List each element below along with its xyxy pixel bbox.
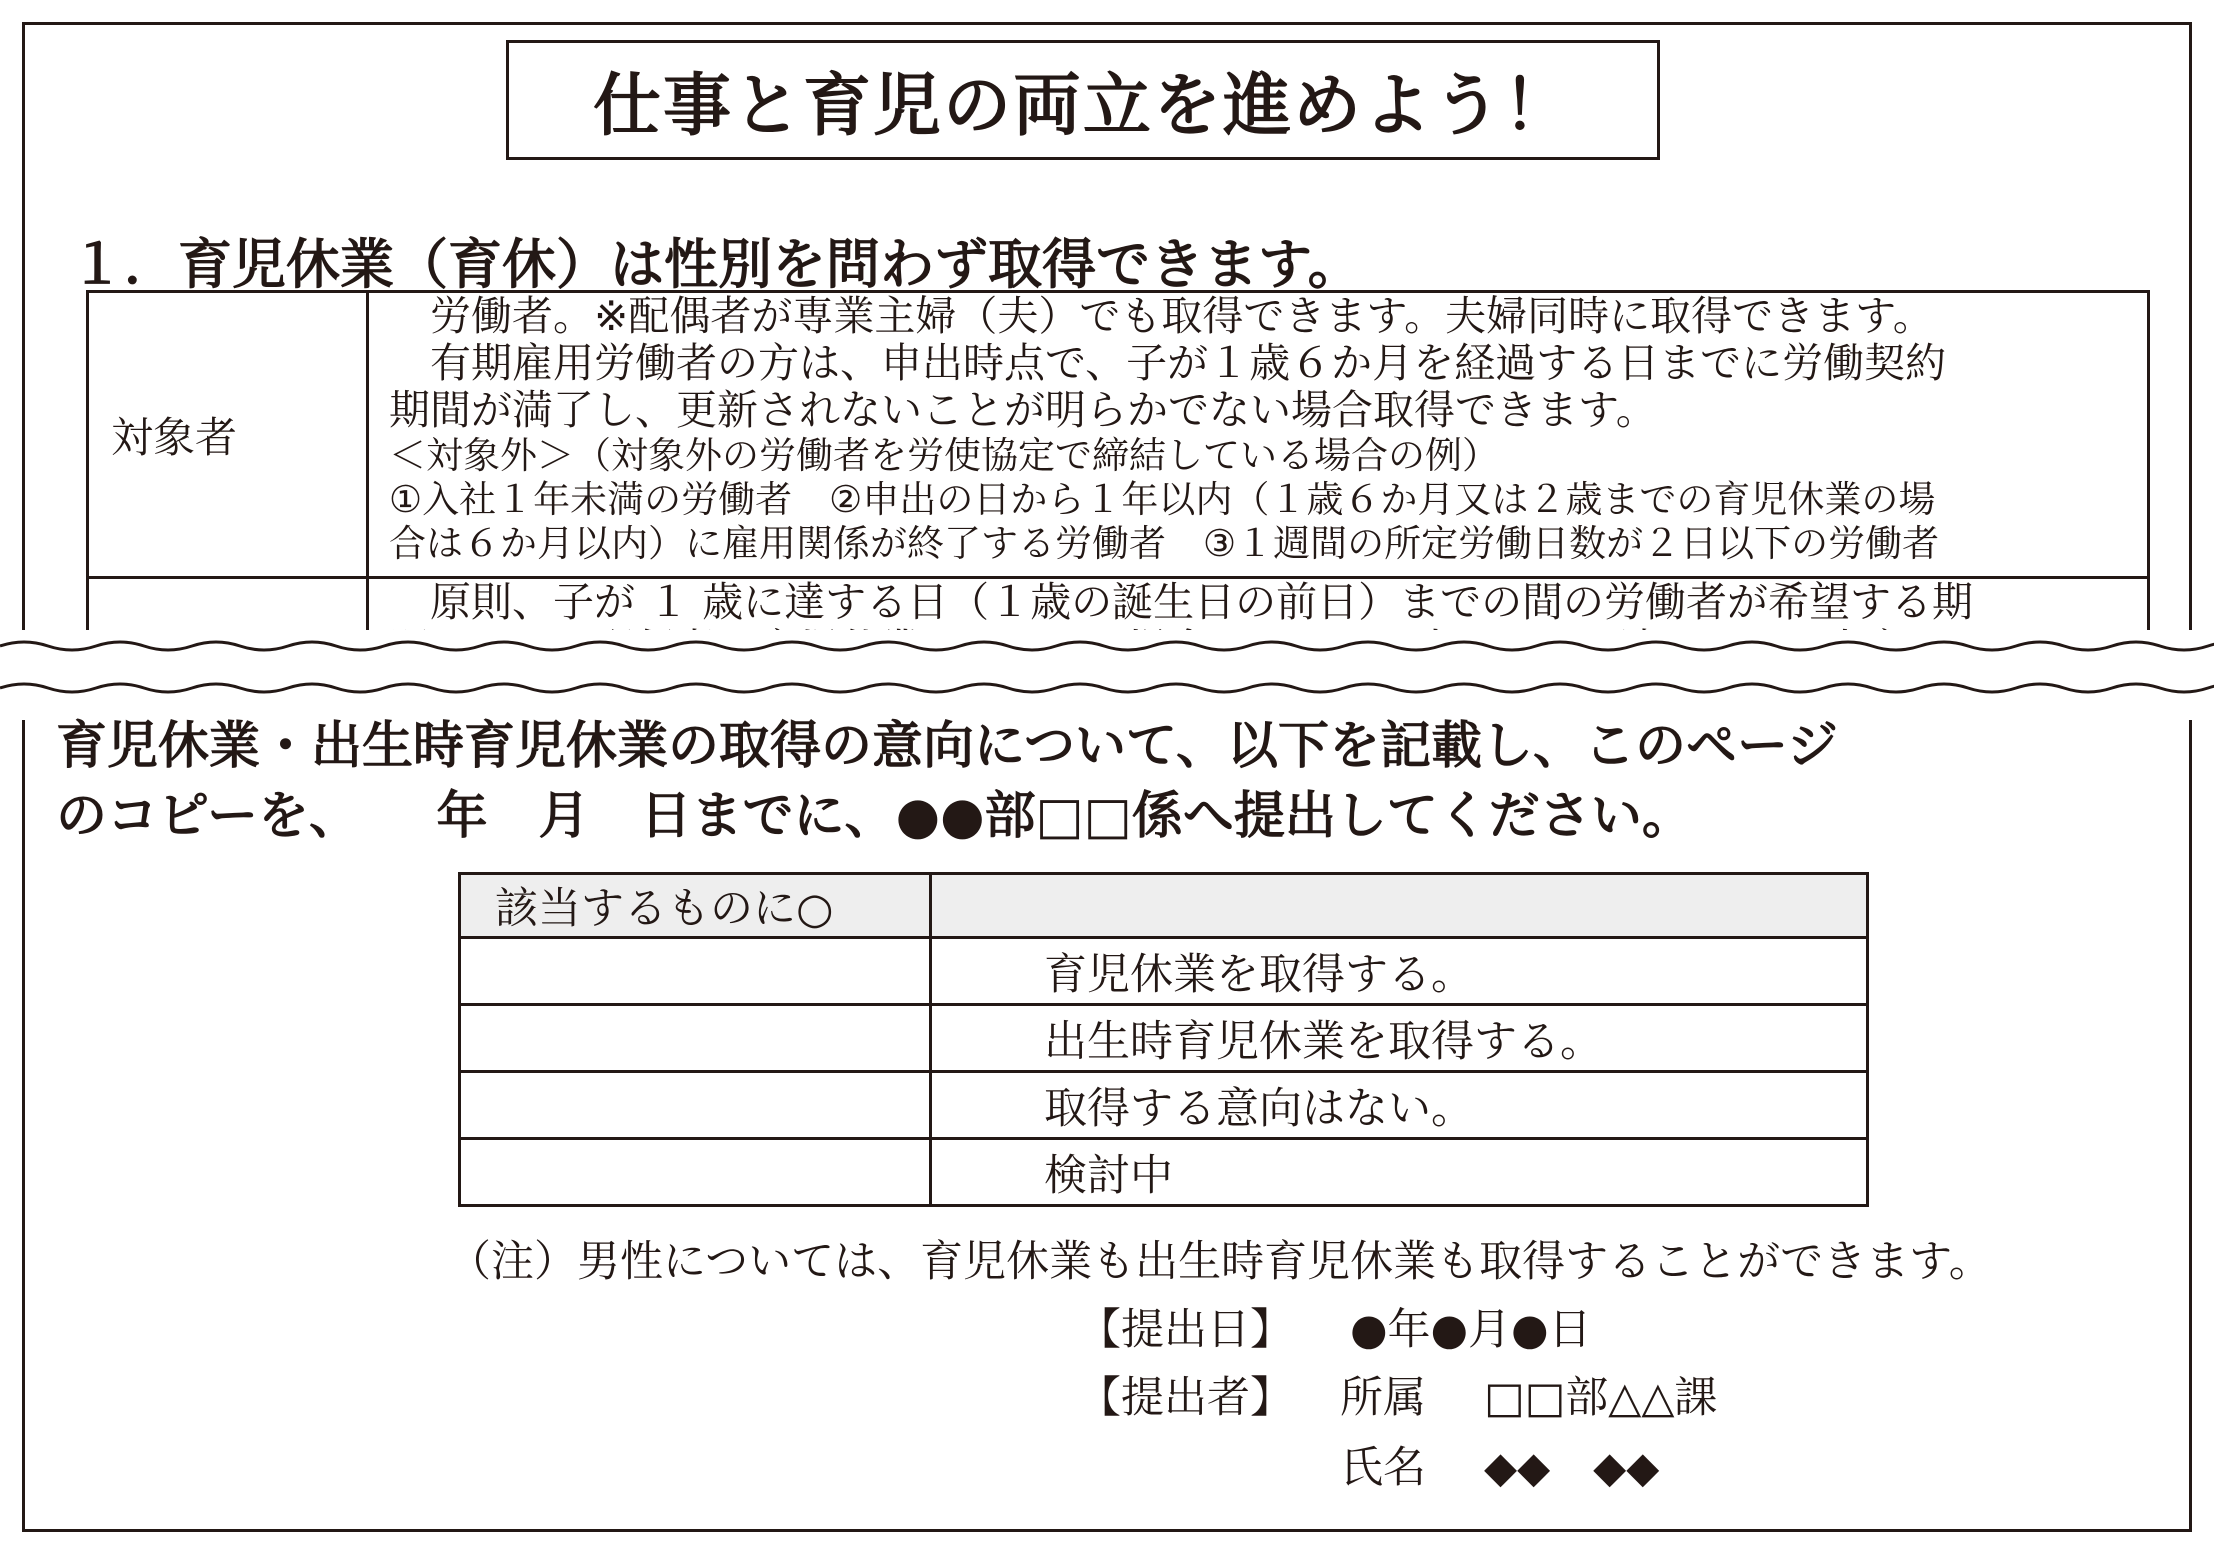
choice-option: 出生時育児休業を取得する。: [931, 1005, 1868, 1072]
content-line: ①入社１年未満の労働者 ②申出の日から１年以内（１歳６か月又は２歳までの育児休業の場: [389, 478, 1936, 521]
section-heading: １．育児休業（育休）は性別を問わず取得できます。: [70, 233, 1362, 296]
choice-mark-cell[interactable]: [460, 1005, 931, 1072]
content-line: 労働者。※配偶者が専業主婦（夫）でも取得できます。夫婦同時に取得できます。: [389, 292, 1934, 340]
row-label: 対象者: [88, 292, 368, 578]
choice-option: 検討中: [931, 1139, 1868, 1206]
choice-header: 該当するものに○: [460, 874, 931, 938]
content-line: 合は６か月以内）に雇用関係が終了する労働者 ③１週間の所定労働日数が２日以下の労働者: [389, 522, 1940, 565]
choice-row: [460, 1072, 1868, 1139]
choice-row: [460, 1005, 1868, 1072]
title-box: [506, 40, 1660, 160]
dept-label: 所属: [1340, 1373, 1426, 1423]
choice-header-blank: [931, 874, 1868, 938]
choice-mark-cell[interactable]: [460, 938, 931, 1005]
choice-option: 育児休業を取得する。: [931, 938, 1868, 1005]
submit-date-label: 【提出日】: [1078, 1305, 1293, 1355]
choice-table: [458, 872, 1869, 1207]
page-title: 仕事と育児の両立を進めよう！: [592, 66, 1573, 146]
choice-row: [460, 1139, 1868, 1206]
name-value: ◆◆ ◆◆: [1484, 1443, 1660, 1493]
content-line: 有期雇用労働者の方は、申出時点で、子が１歳６か月を経過する日までに労働契約: [389, 339, 1947, 387]
content-line: 原則、子が １ 歳に達する日（１歳の誕生日の前日）までの間の労働者が希望する期: [389, 578, 1974, 626]
choice-header-row: [460, 874, 1868, 938]
submitter-label: 【提出者】: [1078, 1373, 1293, 1423]
tear-line: [0, 620, 2214, 720]
content-line: 期間が満了し、更新されないことが明らかでない場合取得できます。: [389, 386, 1657, 434]
choice-option: 取得する意向はない。: [931, 1072, 1868, 1139]
notice-line: のコピーを、 年 月 日までに、●●部□□係へ提出してください。: [56, 787, 1693, 846]
notice-line: 育児休業・出生時育児休業の取得の意向について、以下を記載し、このページ: [56, 717, 1838, 776]
choice-mark-cell[interactable]: [460, 1072, 931, 1139]
footnote: （注）男性については、育児休業も出生時育児休業も取得することができます。: [448, 1237, 1992, 1287]
table-row: [88, 292, 2149, 578]
name-label: 氏名: [1340, 1443, 1426, 1493]
row-content: [368, 292, 2149, 578]
choice-mark-cell[interactable]: [460, 1139, 931, 1206]
content-line: ＜対象外＞（対象外の労働者を労使協定で締結している場合の例）: [389, 434, 1499, 477]
dept-value: □□部△△課: [1484, 1373, 1718, 1423]
choice-row: [460, 938, 1868, 1005]
notice-text: [56, 712, 1838, 852]
submit-date-value: ●年●月●日: [1350, 1305, 1592, 1355]
